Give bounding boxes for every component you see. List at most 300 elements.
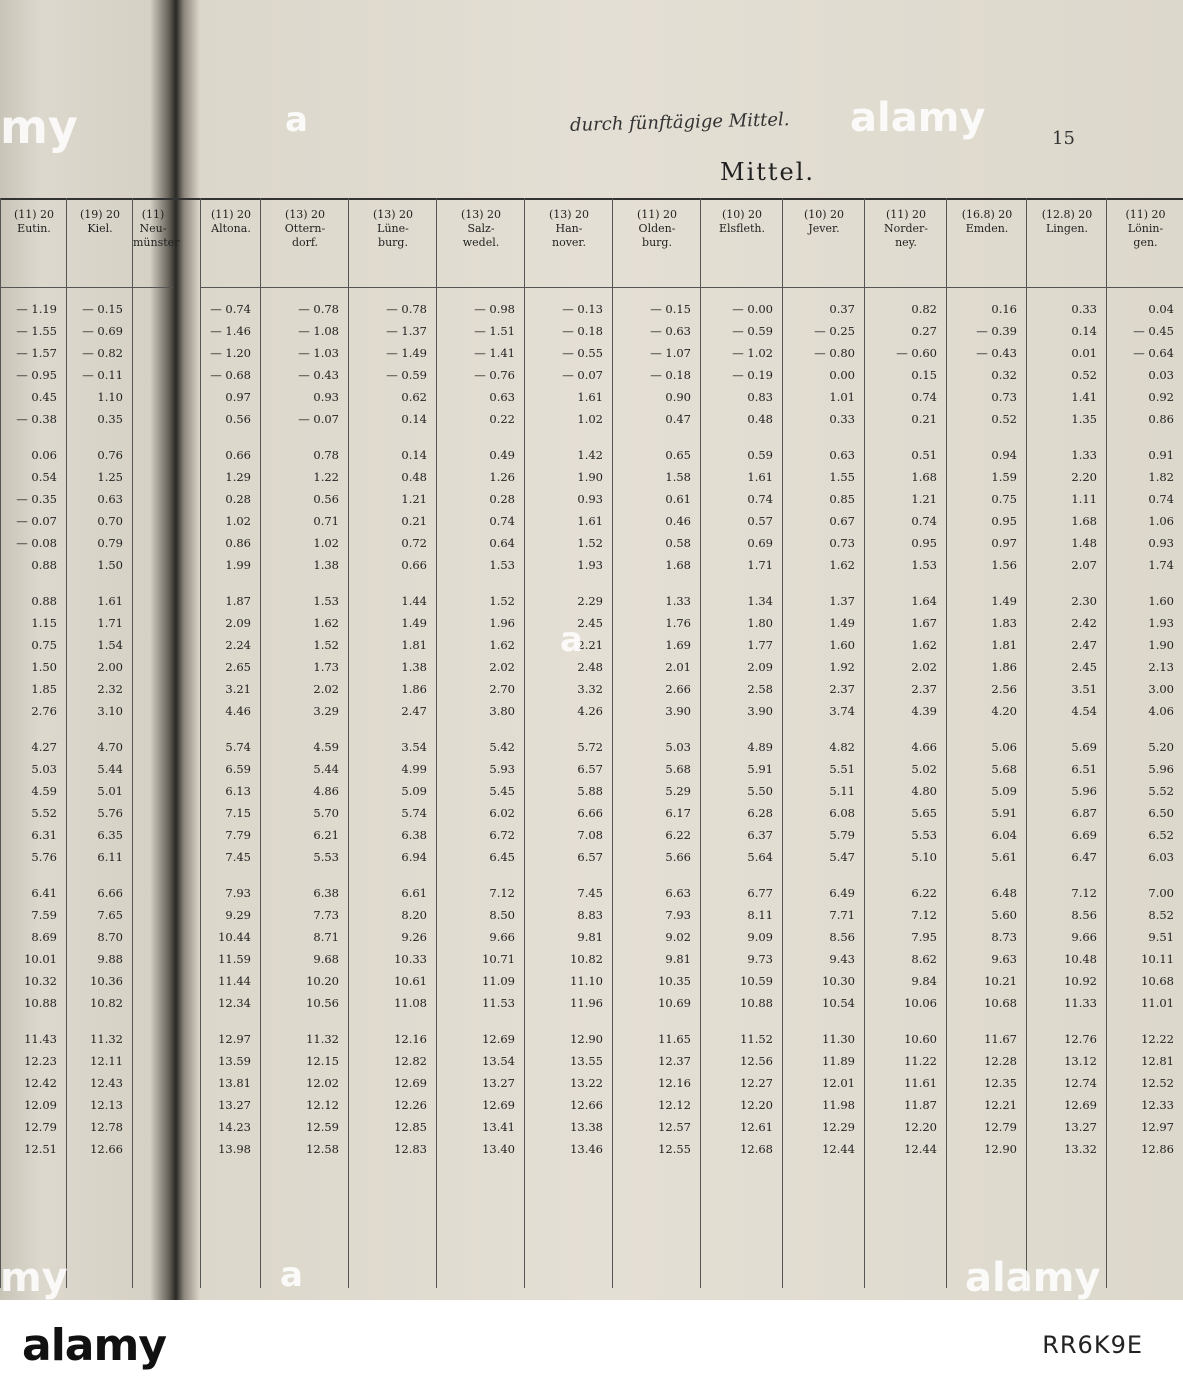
table-cell: 8.56: [829, 930, 855, 944]
table-cell: [133, 326, 173, 340]
table-cell: [437, 576, 525, 590]
column-oldenburg: [612, 198, 701, 1288]
table-cell: — 0.55: [562, 346, 603, 360]
table-cell: 2.09: [747, 660, 773, 674]
table-cell: 0.56: [225, 412, 251, 426]
table-cell: [1107, 576, 1183, 590]
table-cell: — 0.19: [732, 368, 773, 382]
table-cell: [865, 430, 947, 444]
table-cell: 6.02: [489, 806, 515, 820]
table-cell: [67, 430, 133, 444]
table-cell: 0.61: [665, 492, 691, 506]
column-salzwedel: [436, 198, 525, 1288]
table-cell: 0.66: [225, 448, 251, 462]
table-cell: 13.81: [218, 1076, 251, 1090]
table-cell: [133, 788, 173, 802]
table-cell: [783, 1014, 865, 1028]
table-cell: 0.59: [747, 448, 773, 462]
watermark-icon: a: [280, 1255, 303, 1295]
column-emden: [946, 198, 1027, 1288]
table-cell: 10.48: [1064, 952, 1097, 966]
table-cell: 1.02: [577, 412, 603, 426]
table-cell: 12.74: [1064, 1076, 1097, 1090]
table-cell: 4.39: [911, 704, 937, 718]
table-cell: 0.63: [97, 492, 123, 506]
table-cell: [349, 868, 437, 882]
table-cell: [701, 576, 783, 590]
table-cell: 2.37: [911, 682, 937, 696]
column-header: (12.8) 20 Lingen.: [1027, 198, 1107, 288]
table-cell: 4.46: [225, 704, 251, 718]
table-cell: [201, 722, 261, 736]
table-cell: 0.74: [1148, 492, 1174, 506]
table-cell: [133, 718, 173, 732]
table-cell: 5.91: [991, 806, 1017, 820]
table-cell: 11.87: [904, 1098, 937, 1112]
table-cell: 10.11: [1141, 952, 1174, 966]
column-header: (11) 20 Eutin.: [1, 198, 67, 288]
table-cell: 1.92: [829, 660, 855, 674]
table-cell: 5.74: [401, 806, 427, 820]
table-cell: 13.98: [218, 1142, 251, 1156]
table-cell: 10.56: [306, 996, 339, 1010]
table-cell: [1, 868, 67, 882]
table-cell: 10.60: [904, 1032, 937, 1046]
column-header: (10) 20 Elsfleth.: [701, 198, 783, 288]
table-cell: 5.03: [665, 740, 691, 754]
table-cell: — 0.15: [650, 302, 691, 316]
table-cell: 4.26: [577, 704, 603, 718]
table-cell: [201, 868, 261, 882]
table-cell: 1.21: [401, 492, 427, 506]
table-cell: 0.91: [1148, 448, 1174, 462]
table-cell: 0.47: [665, 412, 691, 426]
table-cell: 10.32: [24, 974, 57, 988]
table-cell: 5.70: [313, 806, 339, 820]
table-cell: [783, 576, 865, 590]
table-cell: 0.45: [31, 390, 57, 404]
table-cell: — 0.07: [562, 368, 603, 382]
table-cell: [133, 508, 173, 522]
table-cell: 6.69: [1071, 828, 1097, 842]
table-cell: [349, 1014, 437, 1028]
table-cell: 0.72: [401, 536, 427, 550]
table-cell: 0.32: [991, 368, 1017, 382]
table-cell: — 1.51: [474, 324, 515, 338]
table-cell: — 1.20: [210, 346, 251, 360]
table-cell: 11.67: [984, 1032, 1017, 1046]
table-cell: 5.09: [401, 784, 427, 798]
table-cell: 3.00: [1148, 682, 1174, 696]
table-cell: 2.07: [1071, 558, 1097, 572]
table-cell: 1.52: [489, 594, 515, 608]
column-eutin: [0, 198, 67, 1288]
table-cell: 6.11: [97, 850, 123, 864]
table-cell: 2.02: [489, 660, 515, 674]
table-cell: 13.27: [482, 1076, 515, 1090]
table-cell: 7.15: [225, 806, 251, 820]
table-cell: 8.70: [97, 930, 123, 944]
column-header: (19) 20 Kiel.: [67, 198, 133, 288]
table-cell: 5.50: [747, 784, 773, 798]
table-cell: 10.68: [984, 996, 1017, 1010]
table-cell: [133, 620, 173, 634]
table-cell: 2.32: [97, 682, 123, 696]
table-cell: — 0.59: [386, 368, 427, 382]
table-cell: — 0.76: [474, 368, 515, 382]
table-cell: 11.10: [570, 974, 603, 988]
table-cell: 1.73: [313, 660, 339, 674]
table-cell: 11.98: [822, 1098, 855, 1112]
table-cell: [1027, 430, 1107, 444]
table-cell: 6.48: [991, 886, 1017, 900]
table-cell: 1.49: [401, 616, 427, 630]
table-cell: 0.92: [1148, 390, 1174, 404]
table-cell: 1.93: [1148, 616, 1174, 630]
table-cell: [133, 732, 173, 746]
table-cell: 12.44: [904, 1142, 937, 1156]
table-cell: [613, 1014, 701, 1028]
table-cell: 1.49: [991, 594, 1017, 608]
table-cell: 12.76: [1064, 1032, 1097, 1046]
column-löningen: [1106, 198, 1183, 1288]
table-cell: 0.93: [313, 390, 339, 404]
table-cell: 5.29: [665, 784, 691, 798]
table-cell: 1.58: [665, 470, 691, 484]
table-cell: 12.69: [1064, 1098, 1097, 1112]
table-cell: [349, 430, 437, 444]
table-cell: 1.26: [489, 470, 515, 484]
table-cell: 0.15: [911, 368, 937, 382]
table-cell: 9.43: [829, 952, 855, 966]
table-cell: 1.02: [225, 514, 251, 528]
table-cell: 0.62: [401, 390, 427, 404]
column-header: (13) 20 Salz- wedel.: [437, 198, 525, 288]
table-cell: 2.76: [31, 704, 57, 718]
table-cell: 6.03: [1148, 850, 1174, 864]
table-cell: [525, 1014, 613, 1028]
table-cell: 4.80: [911, 784, 937, 798]
table-cell: 1.62: [829, 558, 855, 572]
table-cell: 0.33: [1071, 302, 1097, 316]
table-cell: 11.43: [24, 1032, 57, 1046]
table-cell: 5.10: [911, 850, 937, 864]
table-cell: 13.12: [1064, 1054, 1097, 1068]
table-cell: 5.66: [665, 850, 691, 864]
table-cell: 5.60: [991, 908, 1017, 922]
table-cell: 0.35: [97, 412, 123, 426]
column-header: (13) 20 Lüne- burg.: [349, 198, 437, 288]
table-cell: 5.65: [911, 806, 937, 820]
table-cell: [947, 868, 1027, 882]
column-kiel: [66, 198, 133, 1288]
table-cell: 6.37: [747, 828, 773, 842]
table-cell: 5.52: [1148, 784, 1174, 798]
table-cell: [133, 564, 173, 578]
table-cell: 6.66: [97, 886, 123, 900]
table-cell: [1107, 1014, 1183, 1028]
table-cell: 6.59: [225, 762, 251, 776]
table-cell: — 1.07: [650, 346, 691, 360]
table-cell: 0.86: [1148, 412, 1174, 426]
table-cell: [947, 1014, 1027, 1028]
table-cell: 0.21: [911, 412, 937, 426]
table-cell: 6.35: [97, 828, 123, 842]
table-cell: — 0.15: [82, 302, 123, 316]
table-cell: 10.88: [24, 996, 57, 1010]
table-cell: 12.69: [394, 1076, 427, 1090]
table-cell: 1.60: [1148, 594, 1174, 608]
watermark-icon: alamy: [850, 95, 986, 141]
table-cell: 1.71: [747, 558, 773, 572]
table-cell: 7.12: [489, 886, 515, 900]
table-cell: 12.27: [740, 1076, 773, 1090]
table-cell: [865, 722, 947, 736]
table-cell: 0.93: [1148, 536, 1174, 550]
table-cell: 9.29: [225, 908, 251, 922]
table-cell: 12.33: [1141, 1098, 1174, 1112]
table-cell: 12.12: [306, 1098, 339, 1112]
table-cell: — 0.82: [82, 346, 123, 360]
table-cell: 8.62: [911, 952, 937, 966]
table-cell: 6.41: [31, 886, 57, 900]
table-cell: 12.52: [1141, 1076, 1174, 1090]
table-cell: [525, 576, 613, 590]
table-cell: 1.41: [1071, 390, 1097, 404]
table-cell: 7.45: [225, 850, 251, 864]
table-cell: [783, 868, 865, 882]
table-cell: 12.69: [482, 1098, 515, 1112]
table-cell: 5.76: [31, 850, 57, 864]
stock-footer: [0, 1300, 1183, 1390]
table-cell: 6.61: [401, 886, 427, 900]
table-cell: [437, 1014, 525, 1028]
table-cell: [701, 868, 783, 882]
table-cell: 6.57: [577, 762, 603, 776]
table-cell: 1.10: [97, 390, 123, 404]
watermark-icon: a: [285, 100, 308, 140]
table-cell: 1.93: [577, 558, 603, 572]
table-cell: 1.80: [747, 616, 773, 630]
table-cell: [133, 312, 173, 326]
table-cell: 1.33: [665, 594, 691, 608]
table-cell: [613, 722, 701, 736]
table-cell: 1.54: [97, 638, 123, 652]
table-cell: 6.38: [401, 828, 427, 842]
table-cell: — 1.55: [16, 324, 57, 338]
table-cell: 4.99: [401, 762, 427, 776]
table-cell: 6.57: [577, 850, 603, 864]
table-cell: 0.88: [31, 594, 57, 608]
table-cell: 2.24: [225, 638, 251, 652]
table-cell: 10.92: [1064, 974, 1097, 988]
table-cell: — 0.43: [298, 368, 339, 382]
table-cell: [437, 722, 525, 736]
table-cell: 10.35: [658, 974, 691, 988]
table-cell: 9.66: [489, 930, 515, 944]
column-header: (11) 20 Lönin- gen.: [1107, 198, 1183, 288]
table-cell: 2.47: [401, 704, 427, 718]
table-cell: 7.12: [1071, 886, 1097, 900]
column-lingen: [1026, 198, 1107, 1288]
table-cell: 12.51: [24, 1142, 57, 1156]
table-cell: 1.68: [911, 470, 937, 484]
table-cell: [133, 424, 173, 438]
table-cell: 1.34: [747, 594, 773, 608]
table-cell: 5.09: [991, 784, 1017, 798]
table-cell: 0.16: [991, 302, 1017, 316]
table-cell: 9.63: [991, 952, 1017, 966]
table-cell: [1027, 576, 1107, 590]
table-cell: 0.52: [1071, 368, 1097, 382]
table-cell: — 0.08: [16, 536, 57, 550]
table-cell: [133, 760, 173, 774]
table-cell: 11.65: [658, 1032, 691, 1046]
table-cell: [437, 868, 525, 882]
table-cell: 11.53: [482, 996, 515, 1010]
table-cell: 5.45: [489, 784, 515, 798]
table-cell: — 0.43: [976, 346, 1017, 360]
table-cell: 8.20: [401, 908, 427, 922]
table-cell: 14.23: [218, 1120, 251, 1134]
table-cell: 6.28: [747, 806, 773, 820]
table-cell: [525, 868, 613, 882]
column-header: (11) Neu- münster: [133, 198, 173, 288]
column-jever: [782, 198, 865, 1288]
table-cell: 5.11: [829, 784, 855, 798]
table-cell: 1.81: [991, 638, 1017, 652]
table-cell: 1.15: [31, 616, 57, 630]
table-cell: 1.86: [401, 682, 427, 696]
table-cell: 7.93: [665, 908, 691, 922]
table-cell: 13.38: [570, 1120, 603, 1134]
table-cell: 8.71: [313, 930, 339, 944]
table-cell: 12.43: [90, 1076, 123, 1090]
table-cell: 1.48: [1071, 536, 1097, 550]
table-cell: [133, 704, 173, 718]
table-cell: 11.22: [904, 1054, 937, 1068]
table-cell: [133, 578, 173, 592]
table-cell: 3.74: [829, 704, 855, 718]
alamy-logo[interactable]: alamy: [22, 1319, 166, 1371]
table-cell: [133, 536, 173, 550]
table-cell: 5.96: [1148, 762, 1174, 776]
table-cell: 0.74: [911, 390, 937, 404]
table-cell: 3.80: [489, 704, 515, 718]
table-cell: [1027, 868, 1107, 882]
table-cell: 7.12: [911, 908, 937, 922]
table-cell: 13.40: [482, 1142, 515, 1156]
table-cell: 12.34: [218, 996, 251, 1010]
table-cell: 5.74: [225, 740, 251, 754]
table-cell: 5.52: [31, 806, 57, 820]
table-cell: 12.78: [90, 1120, 123, 1134]
table-cell: 12.35: [984, 1076, 1017, 1090]
table-cell: 11.89: [822, 1054, 855, 1068]
table-cell: 0.58: [665, 536, 691, 550]
table-cell: [133, 382, 173, 396]
table-cell: 11.44: [218, 974, 251, 988]
table-cell: 11.59: [218, 952, 251, 966]
watermark-icon: alamy: [965, 1255, 1101, 1300]
table-cell: [1, 430, 67, 444]
table-cell: 0.76: [97, 448, 123, 462]
table-cell: 2.66: [665, 682, 691, 696]
table-cell: 0.06: [31, 448, 57, 462]
table-cell: 0.71: [313, 514, 339, 528]
table-cell: — 0.38: [16, 412, 57, 426]
table-cell: [1, 1014, 67, 1028]
table-cell: 8.83: [577, 908, 603, 922]
table-cell: 5.53: [911, 828, 937, 842]
table-cell: [133, 340, 173, 354]
watermark-icon: a: [560, 620, 583, 660]
table-cell: 5.64: [747, 850, 773, 864]
table-cell: 10.44: [218, 930, 251, 944]
table-cell: 12.83: [394, 1142, 427, 1156]
table-cell: 0.70: [97, 514, 123, 528]
table-cell: 0.01: [1071, 346, 1097, 360]
table-cell: 4.06: [1148, 704, 1174, 718]
table-cell: — 0.39: [976, 324, 1017, 338]
table-cell: 12.02: [306, 1076, 339, 1090]
table-cell: [947, 722, 1027, 736]
table-cell: 12.69: [482, 1032, 515, 1046]
table-cell: 0.93: [577, 492, 603, 506]
table-cell: 2.45: [1071, 660, 1097, 674]
table-cell: — 0.60: [896, 346, 937, 360]
table-cell: 13.22: [570, 1076, 603, 1090]
table-cell: 0.74: [747, 492, 773, 506]
table-cell: 8.11: [747, 908, 773, 922]
table-cell: 3.21: [225, 682, 251, 696]
table-cell: — 1.03: [298, 346, 339, 360]
table-cell: — 0.59: [732, 324, 773, 338]
table-cell: [133, 396, 173, 410]
table-cell: 1.74: [1148, 558, 1174, 572]
table-cell: — 1.19: [16, 302, 57, 316]
table-cell: 12.82: [394, 1054, 427, 1068]
table-cell: 1.35: [1071, 412, 1097, 426]
table-cell: 10.06: [904, 996, 937, 1010]
table-cell: 0.65: [665, 448, 691, 462]
column-header: (11) 20 Altona.: [201, 198, 261, 288]
table-cell: 2.45: [577, 616, 603, 630]
table-cell: 5.72: [577, 740, 603, 754]
table-cell: — 0.69: [82, 324, 123, 338]
table-cell: 5.69: [1071, 740, 1097, 754]
table-cell: 1.69: [665, 638, 691, 652]
table-cell: 4.27: [31, 740, 57, 754]
table-cell: 12.68: [740, 1142, 773, 1156]
table-cell: 9.02: [665, 930, 691, 944]
table-cell: — 0.98: [474, 302, 515, 316]
table-cell: [133, 480, 173, 494]
table-cell: 1.61: [577, 514, 603, 528]
table-cell: 1.33: [1071, 448, 1097, 462]
table-cell: 10.71: [482, 952, 515, 966]
table-cell: 2.65: [225, 660, 251, 674]
table-cell: 0.48: [401, 470, 427, 484]
table-cell: 5.96: [1071, 784, 1097, 798]
column-lüneburg: [348, 198, 437, 1288]
table-cell: 10.68: [1141, 974, 1174, 988]
table-cell: [133, 830, 173, 844]
table-cell: 5.51: [829, 762, 855, 776]
table-cell: 8.73: [991, 930, 1017, 944]
table-cell: [133, 844, 173, 858]
column-neumünster: [132, 198, 180, 1288]
